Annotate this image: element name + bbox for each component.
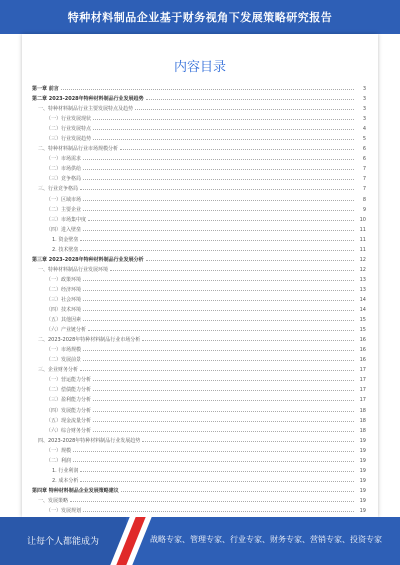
toc-entry[interactable] xyxy=(32,255,366,265)
toc-entry-page: 19 xyxy=(359,457,366,464)
toc-dot-leader xyxy=(83,310,354,311)
toc-entry-page: 7 xyxy=(362,186,366,193)
toc-entry[interactable] xyxy=(32,134,366,144)
toc-entry-page: 14 xyxy=(359,296,366,303)
toc-entry-label: （一）规模 xyxy=(46,447,72,454)
toc-entry[interactable] xyxy=(32,144,366,154)
toc-entry-label: 三、企业财务分析 xyxy=(38,367,79,374)
toc-dot-leader xyxy=(80,250,354,251)
toc-entry[interactable] xyxy=(32,375,366,385)
toc-entry[interactable] xyxy=(32,285,366,295)
toc-entry-label: （一）政策环境 xyxy=(46,276,82,283)
toc-entry[interactable] xyxy=(32,436,366,446)
toc-dot-leader xyxy=(83,360,354,361)
toc-entry-page: 8 xyxy=(362,196,366,203)
toc-dot-leader xyxy=(70,501,354,502)
toc-dot-leader xyxy=(83,350,354,351)
toc-entry[interactable] xyxy=(32,466,366,476)
toc-entry-label: 三、行业竞争格局 xyxy=(38,186,79,193)
toc-entry-label: （四）发展能力分析 xyxy=(46,407,92,414)
toc-entry-page: 11 xyxy=(359,246,366,253)
toc-dot-leader xyxy=(93,390,354,391)
toc-entry[interactable] xyxy=(32,104,366,114)
toc-entry-label: 二、2023-2028年特种材料制品行业市场分析 xyxy=(38,337,141,344)
toc-dot-leader xyxy=(93,139,354,140)
toc-dot-leader xyxy=(93,421,354,422)
toc-dot-leader xyxy=(93,411,354,412)
toc-entry-label: 一、特种材料制品行业主要发展特点及趋势 xyxy=(38,106,134,113)
toc-entry[interactable] xyxy=(32,195,366,205)
toc-entry-label: （三）市场集中度 xyxy=(46,216,87,223)
toc-entry-label: 第四章 特种材料制品企业发展策略建议 xyxy=(32,487,119,494)
toc-entry-page: 14 xyxy=(359,307,366,314)
footer-brand-block xyxy=(0,517,126,565)
toc-dot-leader xyxy=(83,200,354,201)
toc-entry-label: （一）市场需求 xyxy=(46,156,82,163)
toc-entry-page: 3 xyxy=(362,86,366,92)
toc-title: 内容目录 xyxy=(173,60,226,75)
toc-entry-label: （一）市场规模 xyxy=(46,347,82,354)
toc-entry-label: （六）产业链分析 xyxy=(46,327,87,334)
toc-dot-leader xyxy=(83,280,354,281)
toc-entry[interactable] xyxy=(32,496,366,506)
toc-entry-page: 6 xyxy=(362,146,366,153)
toc-entry-label: 第一章 前言 xyxy=(32,86,59,92)
toc-entry[interactable] xyxy=(32,315,366,325)
toc-entry[interactable] xyxy=(32,265,366,275)
toc-entry-page: 19 xyxy=(359,507,366,514)
toc-entry-page: 9 xyxy=(362,206,366,213)
toc-entry[interactable] xyxy=(32,275,366,285)
toc-entry-label: （一）发展规划 xyxy=(46,507,82,514)
toc-entry[interactable] xyxy=(32,235,366,245)
toc-dot-leader xyxy=(120,149,354,150)
toc-dot-leader xyxy=(93,380,354,381)
toc-entry-label: （三）社会环境 xyxy=(46,296,82,303)
toc-dot-leader xyxy=(73,451,354,452)
toc-dot-leader xyxy=(142,340,354,341)
toc-entry-page: 3 xyxy=(362,96,366,103)
toc-entry-page: 19 xyxy=(359,447,366,454)
toc-entry[interactable] xyxy=(32,205,366,215)
toc-entry[interactable] xyxy=(32,154,366,164)
toc-dot-leader xyxy=(135,109,354,110)
toc-entry-label: （三）行业发展趋势 xyxy=(46,136,92,143)
toc-entry-page: 10 xyxy=(359,216,366,223)
toc-entry[interactable] xyxy=(32,456,366,466)
toc-entry[interactable] xyxy=(32,486,366,496)
toc-entry-page: 13 xyxy=(359,286,366,293)
toc-entry[interactable] xyxy=(32,416,366,426)
toc-entry-page: 16 xyxy=(359,337,366,344)
toc-entry-page: 18 xyxy=(359,417,366,424)
toc-dot-leader xyxy=(93,400,354,401)
toc-entry[interactable] xyxy=(32,84,366,94)
toc-entry-label: 一、特种材料制品行业发展环境 xyxy=(38,266,109,273)
toc-dot-leader xyxy=(88,330,354,331)
footer-brand-text: 让每个人都能成为 xyxy=(26,537,99,547)
toc-entry[interactable] xyxy=(32,406,366,416)
toc-entry[interactable] xyxy=(32,295,366,305)
toc-entry-page: 15 xyxy=(359,327,366,334)
toc-dot-leader xyxy=(121,491,354,492)
toc-dot-leader xyxy=(146,260,354,261)
toc-entry-page: 19 xyxy=(359,437,366,444)
toc-entry-label: 二、特种材料制品行业市场规模分析 xyxy=(38,146,119,153)
toc-entry-label: （四）技术环境 xyxy=(46,307,82,314)
toc-entry-page: 18 xyxy=(359,427,366,434)
toc-entry-label: （五）现金流量分析 xyxy=(46,417,92,424)
toc-entry[interactable] xyxy=(32,174,366,184)
toc-dot-leader xyxy=(61,89,354,90)
report-header xyxy=(0,0,400,34)
toc-dot-leader xyxy=(80,481,354,482)
toc-entry[interactable] xyxy=(32,506,366,516)
toc-entry-label: （五）其他因素 xyxy=(46,317,82,324)
toc-entry-label: （二）主要企业 xyxy=(46,206,82,213)
footer-banner xyxy=(0,517,400,565)
toc-entry[interactable] xyxy=(32,476,366,486)
toc-dot-leader xyxy=(83,210,354,211)
toc-entry-label: 第二章 2023-2028年特种材料制品行业发展趋势 xyxy=(32,96,144,103)
toc-dot-leader xyxy=(88,220,354,221)
toc-entry[interactable] xyxy=(32,184,366,194)
toc-entry-page: 17 xyxy=(359,367,366,374)
toc-entry[interactable] xyxy=(32,325,366,335)
toc-entry-label: （三）盈利能力分析 xyxy=(46,397,92,404)
toc-entry-label: 四、2023-2028年特种材料制品行业发展趋势 xyxy=(38,437,141,444)
toc-entry-page: 3 xyxy=(362,116,366,123)
toc-list xyxy=(32,84,366,526)
toc-page xyxy=(22,34,378,517)
toc-dot-leader xyxy=(93,431,354,432)
toc-entry-page: 18 xyxy=(359,407,366,414)
toc-entry-label: （一）营运能力分析 xyxy=(46,377,92,384)
toc-dot-leader xyxy=(142,441,354,442)
toc-entry-page: 19 xyxy=(359,487,366,494)
toc-entry-page: 13 xyxy=(359,276,366,283)
toc-entry[interactable] xyxy=(32,426,366,436)
toc-entry-page: 12 xyxy=(359,266,366,273)
toc-entry-page: 17 xyxy=(359,397,366,404)
toc-entry[interactable] xyxy=(32,345,366,355)
toc-entry-label: （二）偿债能力分析 xyxy=(46,387,92,394)
toc-entry[interactable] xyxy=(32,385,366,395)
toc-entry-label: （二）市场供给 xyxy=(46,166,82,173)
toc-dot-leader xyxy=(83,511,354,512)
toc-dot-leader xyxy=(93,119,354,120)
toc-dot-leader xyxy=(110,270,354,271)
toc-dot-leader xyxy=(80,370,354,371)
toc-dot-leader xyxy=(93,129,354,130)
toc-entry-label: （二）行业发展特点 xyxy=(46,126,92,133)
toc-entry-page: 16 xyxy=(359,357,366,364)
toc-entry-page: 16 xyxy=(359,347,366,354)
toc-dot-leader xyxy=(83,159,354,160)
toc-dot-leader xyxy=(83,230,354,231)
toc-entry[interactable] xyxy=(32,305,366,315)
toc-entry-label: 第三章 2023-2028年特种材料制品行业发展分析 xyxy=(32,256,144,263)
toc-entry-page: 11 xyxy=(359,226,366,233)
toc-entry-label: （四）进入壁垒 xyxy=(46,226,82,233)
toc-dot-leader xyxy=(80,240,354,241)
toc-entry-page: 12 xyxy=(359,256,366,263)
toc-dot-leader xyxy=(146,99,354,100)
toc-dot-leader xyxy=(73,461,354,462)
toc-entry-label: （一）区域市场 xyxy=(46,196,82,203)
toc-entry-label: （二）经济环境 xyxy=(46,286,82,293)
toc-entry-page: 3 xyxy=(362,106,366,113)
toc-entry-page: 7 xyxy=(362,176,366,183)
toc-entry-page: 19 xyxy=(359,477,366,484)
toc-entry-label: 1. 行业利润 xyxy=(52,467,79,474)
toc-entry-page: 11 xyxy=(359,236,366,243)
toc-entry[interactable] xyxy=(32,114,366,124)
toc-entry[interactable] xyxy=(32,164,366,174)
toc-entry-label: （三）竞争格局 xyxy=(46,176,82,183)
toc-entry[interactable] xyxy=(32,395,366,405)
toc-dot-leader xyxy=(80,471,354,472)
toc-entry-page: 17 xyxy=(359,377,366,384)
report-title: 特种材料制品企业基于财务视角下发展策略研究报告 xyxy=(67,11,333,24)
toc-entry-label: （六）综合财务分析 xyxy=(46,427,92,434)
toc-dot-leader xyxy=(83,290,354,291)
footer-slogan: 战略专家、管理专家、行业专家、财务专家、营销专家、投资专家 xyxy=(150,535,382,544)
toc-entry-page: 7 xyxy=(362,166,366,173)
toc-entry[interactable] xyxy=(32,225,366,235)
toc-entry[interactable] xyxy=(32,245,366,255)
toc-dot-leader xyxy=(80,189,354,190)
toc-entry-page: 5 xyxy=(362,136,366,143)
toc-entry[interactable] xyxy=(32,124,366,134)
toc-entry[interactable] xyxy=(32,446,366,456)
toc-entry-label: （二）发展前景 xyxy=(46,357,82,364)
toc-entry[interactable] xyxy=(32,355,366,365)
toc-dot-leader xyxy=(83,320,354,321)
toc-entry-page: 15 xyxy=(359,317,366,324)
toc-dot-leader xyxy=(83,300,354,301)
toc-entry[interactable] xyxy=(32,94,366,104)
toc-entry-page: 6 xyxy=(362,156,366,163)
toc-entry-page: 19 xyxy=(359,497,366,504)
toc-entry[interactable] xyxy=(32,215,366,225)
toc-entry-page: 17 xyxy=(359,387,366,394)
toc-entry-page: 19 xyxy=(359,467,366,474)
toc-dot-leader xyxy=(83,179,354,180)
toc-dot-leader xyxy=(83,169,354,170)
toc-entry[interactable] xyxy=(32,365,366,375)
toc-entry-label: 2. 成本分析 xyxy=(52,477,79,484)
toc-entry-label: 1. 资金壁垒 xyxy=(52,236,79,243)
toc-entry[interactable] xyxy=(32,335,366,345)
toc-entry-label: 一、发展策略 xyxy=(38,497,69,504)
toc-entry-label: （二）利润 xyxy=(46,457,72,464)
toc-entry-label: （一）行业发展现状 xyxy=(46,116,92,123)
toc-entry-page: 4 xyxy=(362,126,366,133)
toc-entry-label: 2. 技术壁垒 xyxy=(52,246,79,253)
